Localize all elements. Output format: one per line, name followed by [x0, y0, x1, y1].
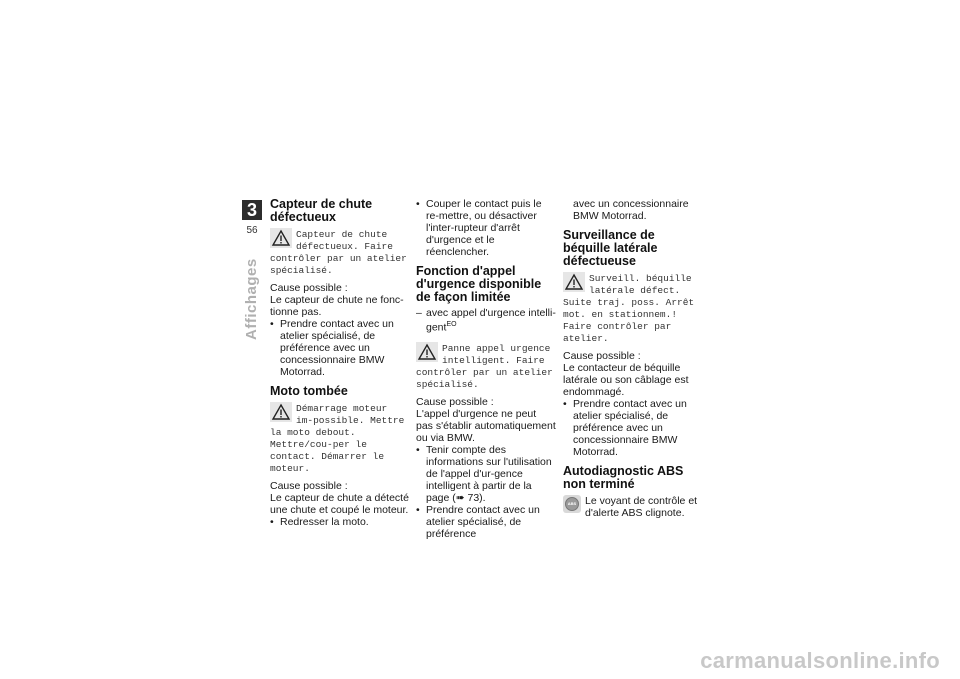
chapter-number: 3: [242, 200, 262, 220]
heading-appel-urgence: Fonction d'appel d'urgence disponible de façon limitée: [416, 264, 542, 304]
bullet-item: • Redresser la moto.: [270, 516, 410, 528]
bullet-item: • Prendre contact avec un atelier spécialisé, de préférence avec un concessionnaire BMW Motorrad.: [563, 398, 703, 458]
warning-message: [270, 402, 410, 474]
column-3: [563, 198, 703, 519]
warning-triangle-icon: [270, 402, 292, 422]
heading-bequille: Surveillance de béquille latérale défectueuse: [563, 228, 658, 268]
heading-moto-tombee: Moto tombée: [270, 384, 348, 398]
cause-label: Cause possible :: [563, 350, 641, 362]
cause-text: Le contacteur de béquille latérale ou son câblage est endommagé.: [563, 362, 689, 398]
continued-text: avec un concessionnaire BMW Motorrad.: [573, 198, 689, 222]
chapter-side-label: Affichages: [243, 258, 260, 340]
bullet-item: • Couper le contact puis le re-mettre, ou désactiver l'inter-rupteur d'arrêt d'urgence et le réenclencher.: [416, 198, 556, 258]
option-marker: EO: [446, 321, 457, 328]
warning-text: Capteur de chute défectueux. Faire contrôler par un atelier spécialisé.: [270, 229, 407, 276]
cause-label: Cause possible :: [270, 282, 348, 294]
warning-triangle-icon: [416, 342, 438, 362]
abs-text: Le voyant de contrôle et d'alerte ABS clignote.: [585, 495, 698, 519]
watermark: carmanualsonline.info: [700, 648, 940, 673]
warning-text: Surveill. béquille latérale défect. Suite traj. poss. Arrêt mot. en stationnem.! Faire contrôler par atelier.: [563, 273, 695, 344]
page-number: 56: [246, 225, 258, 236]
cause-label: Cause possible :: [270, 480, 348, 492]
warning-message: [270, 228, 410, 276]
column-1: [270, 198, 410, 528]
warning-message: [416, 342, 556, 390]
dash-item-text: avec appel d'urgence intelli-gent: [426, 307, 556, 334]
cause-text: Le capteur de chute ne fonc-tionne pas.: [270, 294, 404, 318]
bullet-item: • Tenir compte des informations sur l'utilisation de l'appel d'ur-gence intelligent à partir de la page (➠ 73).: [416, 444, 556, 504]
warning-triangle-icon: [270, 228, 292, 248]
bullet-item: • Prendre contact avec un atelier spécialisé, de préférence: [416, 504, 556, 540]
column-2: [416, 198, 556, 540]
warning-text: Panne appel urgence intelligent. Faire contrôler par un atelier spécialisé.: [416, 342, 553, 390]
abs-warning-light-icon: ABS: [563, 495, 581, 513]
cause-text: Le capteur de chute a détecté une chute et coupé le moteur.: [270, 492, 409, 516]
cause-label: Cause possible :: [416, 395, 494, 408]
bullet-item: • Prendre contact avec un atelier spécialisé, de préférence avec un concessionnaire BMW Motorrad.: [270, 318, 410, 378]
cause-text: L'appel d'urgence ne peut pas s'établir automatiquement ou via BMW.: [416, 407, 556, 444]
warning-text: Démarrage moteur im-possible. Mettre la moto debout. Mettre/cou-per le contact. Démarrer le moteur.: [270, 403, 405, 474]
heading-capteur-chute: Capteur de chute défectueux: [270, 197, 373, 224]
warning-message: [563, 272, 703, 344]
warning-triangle-icon: [563, 272, 585, 292]
dash-item: [416, 307, 556, 334]
heading-abs: Autodiagnostic ABS non terminé: [563, 464, 684, 491]
abs-message: [563, 495, 703, 519]
